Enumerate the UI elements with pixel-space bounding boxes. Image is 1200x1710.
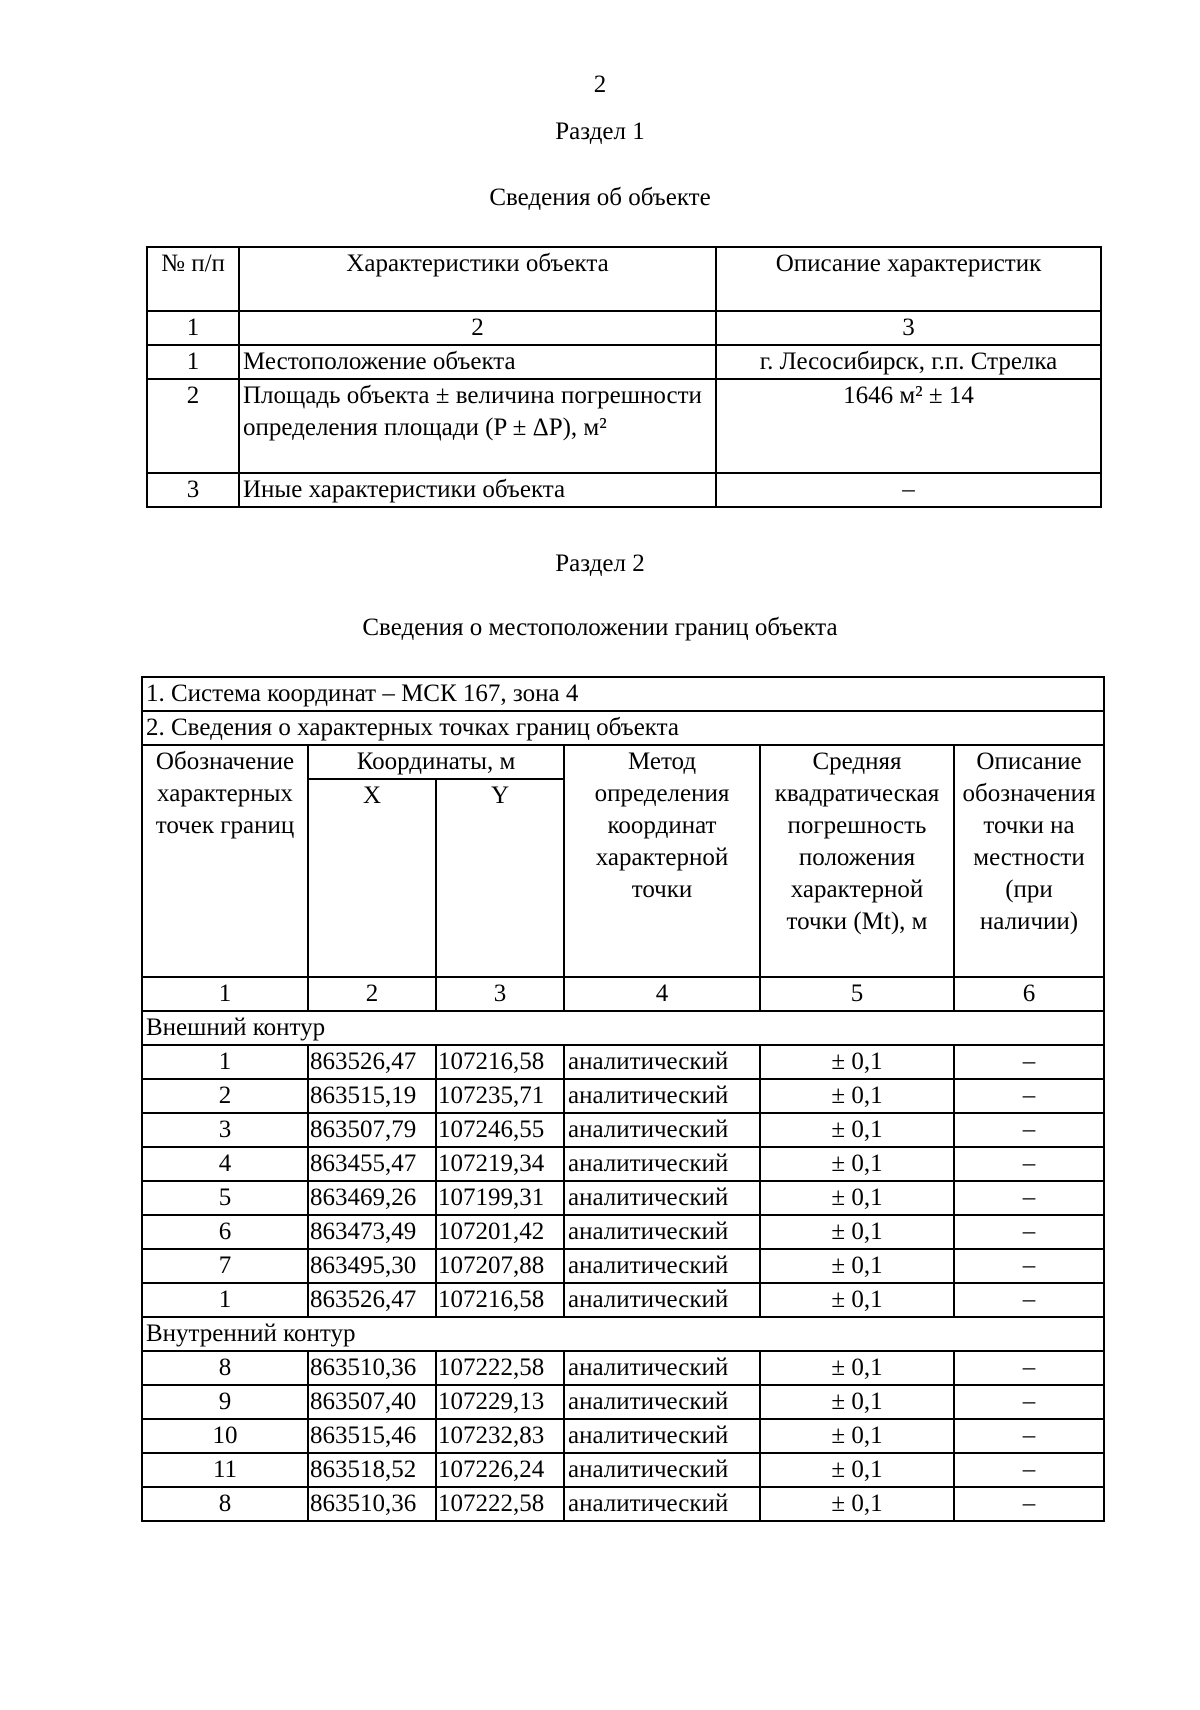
contour-label-row (142, 1317, 1104, 1351)
table-header-row (147, 247, 1101, 311)
error: ± 0,1 (760, 1045, 954, 1079)
point-number: 4 (142, 1147, 308, 1181)
method: аналитический (564, 1385, 760, 1419)
coord-y: 107207,88 (436, 1249, 564, 1283)
error: ± 0,1 (760, 1385, 954, 1419)
method: аналитический (564, 1045, 760, 1079)
coord-y: 107235,71 (436, 1079, 564, 1113)
coord-y: 107232,83 (436, 1419, 564, 1453)
table-row (142, 1215, 1104, 1249)
header-point-description: Описание обозначения точки на местности (при наличии) (954, 745, 1104, 977)
header-designation: Обозначение характерных точек границ (142, 745, 308, 977)
col-number: 2 (239, 311, 716, 345)
point-number: 7 (142, 1249, 308, 1283)
error: ± 0,1 (760, 1351, 954, 1385)
point-description: – (954, 1351, 1104, 1385)
point-number: 9 (142, 1385, 308, 1419)
header-x: X (308, 779, 436, 977)
col-number: 5 (760, 977, 954, 1011)
method: аналитический (564, 1453, 760, 1487)
outer-contour-label: Внешний контур (142, 1011, 1104, 1045)
coord-x: 863510,36 (308, 1351, 436, 1385)
method: аналитический (564, 1215, 760, 1249)
method: аналитический (564, 1487, 760, 1521)
coord-x: 863518,52 (308, 1453, 436, 1487)
method: аналитический (564, 1249, 760, 1283)
row-number: 1 (147, 345, 239, 379)
coord-x: 863507,79 (308, 1113, 436, 1147)
coord-y: 107201,42 (436, 1215, 564, 1249)
object-info-table (146, 246, 1102, 508)
error: ± 0,1 (760, 1113, 954, 1147)
coord-y: 107226,24 (436, 1453, 564, 1487)
row-name: Местоположение объекта (239, 345, 716, 379)
table-header-row (142, 745, 1104, 779)
table-row (142, 1045, 1104, 1079)
table-row (142, 1147, 1104, 1181)
point-description: – (954, 1113, 1104, 1147)
error: ± 0,1 (760, 1147, 954, 1181)
point-description: – (954, 1453, 1104, 1487)
col-number: 1 (147, 311, 239, 345)
point-number: 3 (142, 1113, 308, 1147)
coord-y: 107216,58 (436, 1283, 564, 1317)
method: аналитический (564, 1079, 760, 1113)
point-number: 8 (142, 1487, 308, 1521)
point-number: 2 (142, 1079, 308, 1113)
point-number: 5 (142, 1181, 308, 1215)
row-value: – (716, 473, 1101, 507)
col-number: 6 (954, 977, 1104, 1011)
coord-x: 863469,26 (308, 1181, 436, 1215)
method: аналитический (564, 1351, 760, 1385)
coord-x: 863495,30 (308, 1249, 436, 1283)
point-description: – (954, 1147, 1104, 1181)
table-row (142, 1249, 1104, 1283)
points-title-row (142, 711, 1104, 745)
table-row (142, 1113, 1104, 1147)
coord-x: 863526,47 (308, 1045, 436, 1079)
point-description: – (954, 1215, 1104, 1249)
coord-x: 863507,40 (308, 1385, 436, 1419)
point-description: – (954, 1283, 1104, 1317)
point-number: 1 (142, 1283, 308, 1317)
point-description: – (954, 1385, 1104, 1419)
error: ± 0,1 (760, 1181, 954, 1215)
method: аналитический (564, 1283, 760, 1317)
coord-x: 863515,46 (308, 1419, 436, 1453)
point-number: 8 (142, 1351, 308, 1385)
col-number: 4 (564, 977, 760, 1011)
row-number: 2 (147, 379, 239, 473)
error: ± 0,1 (760, 1419, 954, 1453)
point-number: 11 (142, 1453, 308, 1487)
coord-x: 863515,19 (308, 1079, 436, 1113)
point-description: – (954, 1249, 1104, 1283)
table-row (142, 1487, 1104, 1521)
coord-x: 863473,49 (308, 1215, 436, 1249)
coord-y: 107222,58 (436, 1487, 564, 1521)
table-row (142, 1385, 1104, 1419)
header-method: Метод определения координат характерной точки (564, 745, 760, 977)
coord-x: 863510,36 (308, 1487, 436, 1521)
coord-y: 107229,13 (436, 1385, 564, 1419)
error: ± 0,1 (760, 1249, 954, 1283)
method: аналитический (564, 1181, 760, 1215)
error: ± 0,1 (760, 1487, 954, 1521)
section2-title: Раздел 2 (555, 550, 645, 577)
inner-contour-label: Внутренний контур (142, 1317, 1104, 1351)
header-description: Описание характеристик (716, 247, 1101, 311)
point-description: – (954, 1419, 1104, 1453)
section2-subtitle: Сведения о местоположении границ объекта (362, 614, 838, 641)
header-number: № п/п (147, 247, 239, 311)
boundary-points-table (141, 676, 1105, 1522)
error: ± 0,1 (760, 1283, 954, 1317)
section1-title: Раздел 1 (555, 118, 645, 145)
coord-y: 107216,58 (436, 1045, 564, 1079)
method: аналитический (564, 1419, 760, 1453)
contour-label-row (142, 1011, 1104, 1045)
points-title: 2. Сведения о характерных точках границ объекта (142, 711, 1104, 745)
error: ± 0,1 (760, 1079, 954, 1113)
table-row (142, 1181, 1104, 1215)
col-number: 2 (308, 977, 436, 1011)
coord-y: 107199,31 (436, 1181, 564, 1215)
row-value: г. Лесосибирск, г.п. Стрелка (716, 345, 1101, 379)
point-number: 6 (142, 1215, 308, 1249)
method: аналитический (564, 1113, 760, 1147)
point-number: 1 (142, 1045, 308, 1079)
point-description: – (954, 1079, 1104, 1113)
header-characteristics: Характеристики объекта (239, 247, 716, 311)
table-row (147, 345, 1101, 379)
table-row (142, 1283, 1104, 1317)
coord-x: 863455,47 (308, 1147, 436, 1181)
table-row (142, 1079, 1104, 1113)
table-row (142, 1419, 1104, 1453)
error: ± 0,1 (760, 1453, 954, 1487)
row-value: 1646 м² ± 14 (716, 379, 1101, 473)
row-name: Площадь объекта ± величина погрешности определения площади (P ± ΔP), м² (239, 379, 716, 473)
row-number: 3 (147, 473, 239, 507)
method: аналитический (564, 1147, 760, 1181)
col-number: 1 (142, 977, 308, 1011)
coord-x: 863526,47 (308, 1283, 436, 1317)
page-number: 2 (593, 71, 607, 98)
coord-system-row (142, 677, 1104, 711)
header-coordinates: Координаты, м (308, 745, 564, 779)
col-number: 3 (716, 311, 1101, 345)
table-row (142, 1351, 1104, 1385)
header-error: Средняя квадратическая погрешность положения характерной точки (Mt), м (760, 745, 954, 977)
coord-y: 107222,58 (436, 1351, 564, 1385)
table-row (147, 473, 1101, 507)
point-description: – (954, 1487, 1104, 1521)
column-number-row (147, 311, 1101, 345)
col-number: 3 (436, 977, 564, 1011)
coord-y: 107219,34 (436, 1147, 564, 1181)
outer-contour-rows (142, 1045, 1104, 1317)
table-row (147, 379, 1101, 473)
coord-system: 1. Система координат – МСК 167, зона 4 (142, 677, 1104, 711)
row-name: Иные характеристики объекта (239, 473, 716, 507)
point-description: – (954, 1045, 1104, 1079)
header-y: Y (436, 779, 564, 977)
table-row (142, 1453, 1104, 1487)
point-description: – (954, 1181, 1104, 1215)
coord-y: 107246,55 (436, 1113, 564, 1147)
point-number: 10 (142, 1419, 308, 1453)
column-number-row (142, 977, 1104, 1011)
section1-subtitle: Сведения об объекте (489, 184, 711, 211)
error: ± 0,1 (760, 1215, 954, 1249)
inner-contour-rows (142, 1351, 1104, 1521)
